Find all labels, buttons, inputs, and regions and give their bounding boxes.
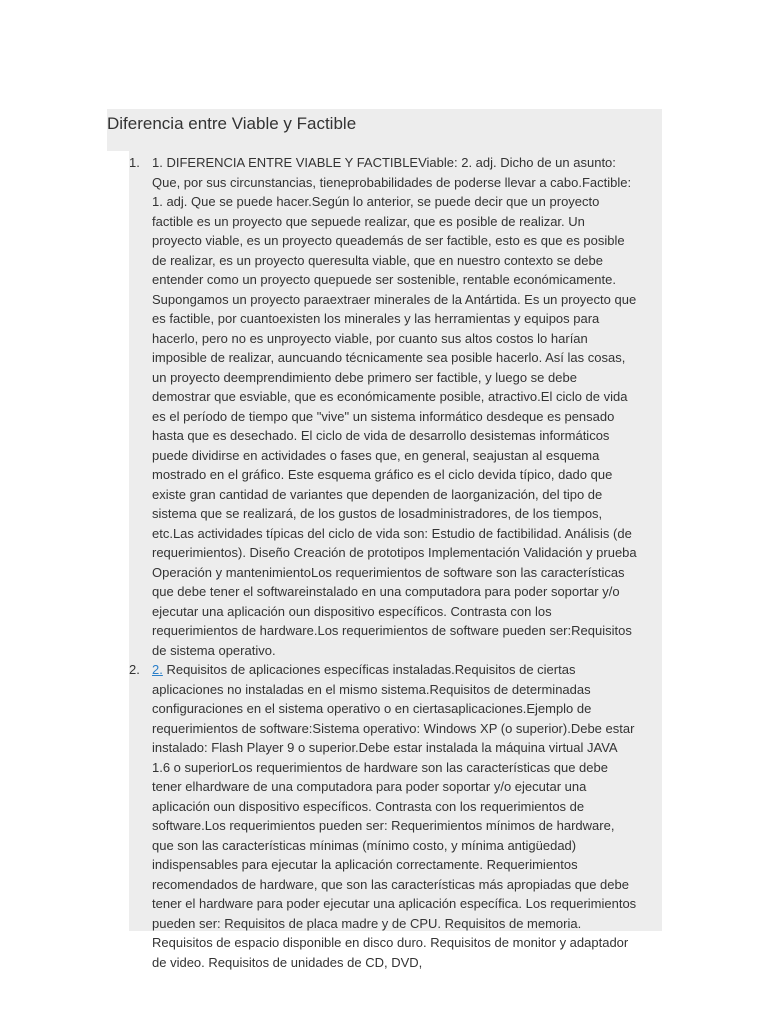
item-link[interactable]: 2. [152, 662, 163, 677]
list-item [129, 660, 637, 972]
list-item-text: Requisitos de aplicaciones específicas instaladas.Requisitos de ciertas aplicaciones no instaladas en el mismo sistema.Requisitos de determinadas configuraciones en el sistema operativo o en ciertasaplicaciones.Ejemplo de requerimientos de software:Sistema operativo: Windows XP (o superior).Debe estar instalado: Flash Player 9 o superior.Debe estar instalada la máquina virtual JAVA 1.6 o superiorLos requerimientos de hardware son las características que debe tener elhardware de una computadora para poder soportar y/o ejecutar una aplicación oun dispositivo específicos. Contrasta con los requerimientos de software.Los requerimientos pueden ser: Requerimientos mínimos de hardware, que son las características mínimas (mínimo costo, y mínima antigüedad) indispensables para ejecutar la aplicación correctamente. Requerimientos recomendados de hardware, que son las características más apropiadas que debe tener el hardware para poder ejecutar una aplicación específica. Los requerimientos pueden ser: Requisitos de placa madre y de CPU. Requisitos de memoria. Requisitos de espacio disponible en disco duro. Requisitos de monitor y adaptador de video. Requisitos de unidades de CD, DVD, [152, 662, 637, 970]
list-marker: 1. [129, 155, 140, 170]
list-item [129, 153, 637, 660]
document-title: Diferencia entre Viable y Factible [107, 114, 357, 133]
list-item-text: 1. DIFERENCIA ENTRE VIABLE Y FACTIBLEViable: 2. adj. Dicho de un asunto: Que, por sus circunstancias, tieneprobabilidades de poderse llevar a cabo.Factible: 1. adj. Que se puede hacer.Según lo anterior, se puede decir que un proyecto factible es un proyecto que sepuede realizar, que es posible de realizar. Un proyecto viable, es un proyecto queademás de ser factible, esto es que es posible de realizar, es un proyecto queresulta viable, que en nuestro contexto se debe entender como un proyecto quepuede ser sostenible, rentable económicamente. Supongamos un proyecto paraextraer minerales de la Antártida. Es un proyecto que es factible, por cuantoexisten los minerales y las herramientas y equipos para hacerlo, pero no es unproyecto viable, por cuanto sus altos costos lo harían imposible de realizar, auncuando técnicamente sea posible hacerlo. Así las cosas, un proyecto deemprendimiento debe primero ser factible, y luego se debe demostrar que esviable, que es económicamente posible, atractivo.El ciclo de vida es el período de tiempo que "vive" un sistema informático desdeque es pensado hasta que es desechado. El ciclo de vida de desarrollo desistemas informáticos puede dividirse en actividades o fases que, en general, seajustan al esquema mostrado en el gráfico. Este esquema gráfico es el ciclo devida típico, dado que existe gran cantidad de variantes que dependen de laorganización, del tipo de sistema que se realizará, de los gustos de losadministradores, de los tiempos, etc.Las actividades típicas del ciclo de vida son: Estudio de factibilidad. Análisis (de requerimientos). Diseño Creación de prototipos Implementación Validación y prueba Operación y mantenimientoLos requerimientos de software son las características que debe tener el softwareinstalado en una computadora para poder soportar y/o ejecutar una aplicación oun dispositivo específicos. Contrasta con los requerimientos de hardware.Los requerimientos de software pueden ser:Requisitos de sistema operativo. [152, 155, 637, 658]
list-marker: 2. [129, 662, 140, 677]
content-list [129, 153, 637, 972]
